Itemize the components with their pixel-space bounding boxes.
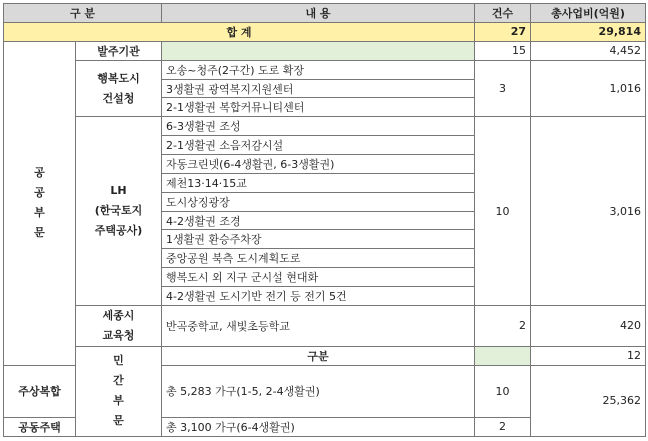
table-row	[4, 117, 646, 136]
list-item: 제천13·14·15교	[162, 173, 475, 192]
ordering-count: 15	[475, 41, 531, 60]
total-count: 27	[475, 23, 531, 42]
project-summary-table	[3, 3, 646, 437]
edu-row	[4, 305, 646, 346]
header-count: 건수	[475, 4, 531, 23]
private-sub-content	[475, 346, 531, 365]
ordering-row	[4, 41, 646, 60]
total-row	[4, 23, 646, 42]
list-item: 중앙공원 북측 도시계획도로	[162, 249, 475, 268]
total-cost: 29,814	[531, 23, 646, 42]
table-row	[4, 60, 646, 79]
list-item: 자동크린넷(6-4생활권, 6-3생활권)	[162, 155, 475, 174]
private-sub-row	[4, 346, 646, 365]
list-item: 4-2생활권 도시기반 전기 등 전기 5건	[162, 287, 475, 306]
lh-count: 10	[475, 117, 531, 306]
private-sub-label: 구분	[162, 346, 475, 365]
list-item: 6-3생활권 조성	[162, 117, 475, 136]
house-count: 2	[475, 417, 531, 436]
edu-cost: 420	[531, 305, 646, 346]
header-row	[4, 4, 646, 23]
public-sector-label: 공 공 부 문	[4, 41, 76, 365]
private-sub-count: 12	[531, 346, 646, 365]
header-content: 내 용	[162, 4, 475, 23]
total-label: 합 계	[4, 23, 475, 42]
private-sector-label: 민 간 부 문	[76, 346, 162, 436]
list-item: 오송~청주(2구간) 도로 확장	[162, 60, 475, 79]
header-division: 구 분	[4, 4, 162, 23]
edu-content: 반곡중학교, 새빛초등학교	[162, 305, 475, 346]
house-label: 공동주택	[4, 417, 76, 436]
edu-label: 세종시 교육청	[76, 305, 162, 346]
house-content: 총 3,100 가구(6-4생활권)	[162, 417, 475, 436]
list-item: 2-1생활권 복합커뮤니티센터	[162, 98, 475, 117]
mixed-content: 총 5,283 가구(1-5, 2-4생활권)	[162, 365, 475, 417]
list-item: 3생활권 광역복지지원센터	[162, 79, 475, 98]
private-cost: 25,362	[531, 365, 646, 436]
lh-cost: 3,016	[531, 117, 646, 306]
mixed-label: 주상복합	[4, 365, 76, 417]
ordering-cost: 4,452	[531, 41, 646, 60]
header-cost: 총사업비(억원)	[531, 4, 646, 23]
happy-city-label: 행복도시 건설청	[76, 60, 162, 117]
list-item: 행복도시 외 지구 군시설 현대화	[162, 268, 475, 287]
list-item: 도시상징광장	[162, 192, 475, 211]
lh-label: LH (한국토지 주택공사)	[76, 117, 162, 306]
list-item: 4-2생활권 조경	[162, 211, 475, 230]
list-item: 1생활권 환승주차장	[162, 230, 475, 249]
mixed-count: 10	[475, 365, 531, 417]
happy-city-count: 3	[475, 60, 531, 117]
list-item: 2-1생활권 소음저감시설	[162, 136, 475, 155]
project-table	[3, 3, 645, 437]
ordering-content	[162, 41, 475, 60]
ordering-label: 발주기관	[76, 41, 162, 60]
happy-city-cost: 1,016	[531, 60, 646, 117]
edu-count: 2	[475, 305, 531, 346]
